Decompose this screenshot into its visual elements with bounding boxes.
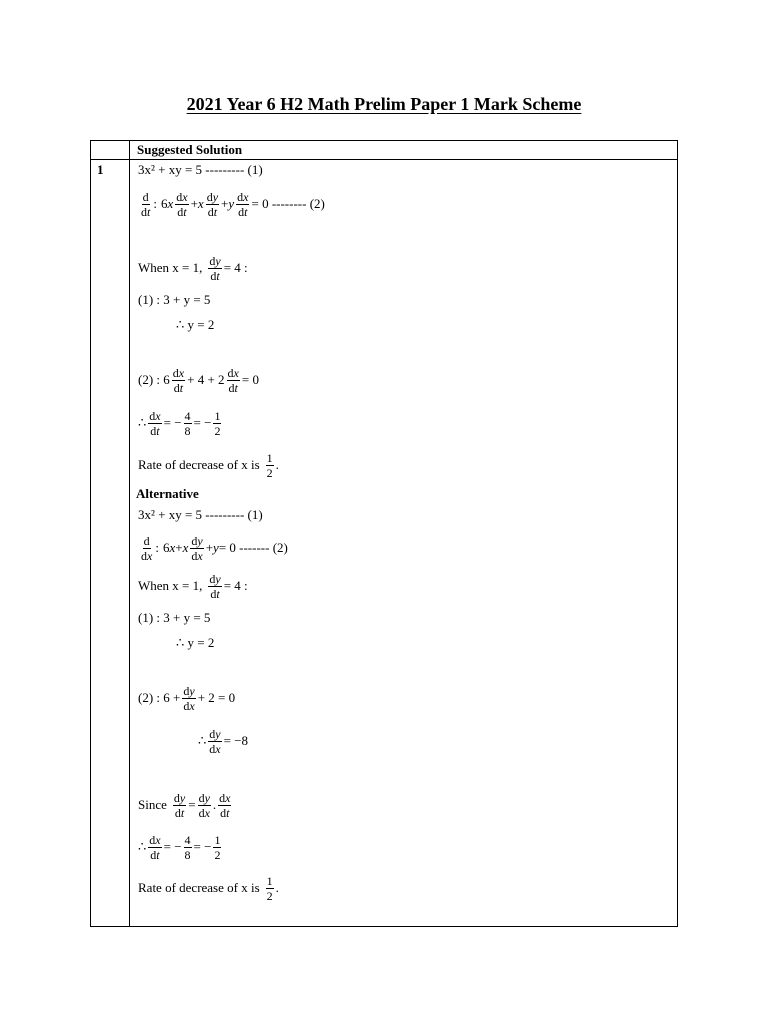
alt-rate-statement: Rate of decrease of x is $\frac{1}{2}$ . xyxy=(138,873,279,903)
equation-line-5: ∴ y = 2 xyxy=(176,317,215,332)
alt-line-7: ∴ $\frac{dy}{dx}$ = −8 xyxy=(198,726,249,756)
equation-line-4: (1) : 3 + y = 5 xyxy=(138,292,211,307)
alt-line-9: ∴ $\frac{dx}{dt}$ = − $\frac{4}{8}$ = − $\frac{1}{2}$ xyxy=(138,832,221,862)
page-title: 2021 Year 6 H2 Math Prelim Paper 1 Mark Scheme xyxy=(186,94,582,114)
alt-line-6: (2) : 6 + $\frac{dy}{dx}$ + 2 = 0 xyxy=(138,683,236,713)
equation-line-6: (2) : 6 $\frac{dx}{dt}$ + 4 + 2 $\frac{dx}{dt}$ = 0 xyxy=(138,365,259,395)
equation-line-1: 3x² + xy = 5 --------- (1) xyxy=(138,162,263,177)
alt-line-3: When x = 1, $\frac{dy}{dt}$ = 4 : xyxy=(138,571,248,601)
alt-line-5: ∴ y = 2 xyxy=(176,635,215,650)
alt-line-1: 3x² + xy = 5 --------- (1) xyxy=(138,507,263,522)
alternative-heading: Alternative xyxy=(136,486,199,501)
question-number: 1 xyxy=(97,162,104,177)
alt-line-4: (1) : 3 + y = 5 xyxy=(138,610,211,625)
equation-line-3: When x = 1, $\frac{dy}{dt}$ = 4 : xyxy=(138,253,248,283)
equation-line-7: ∴ $\frac{dx}{dt}$ = − $\frac{4}{8}$ = − $\frac{1}{2}$ xyxy=(138,408,221,438)
alt-line-8: Since $\frac{dy}{dt}$ = $\frac{dy}{dx}$ . $\frac{dx}{dt}$ xyxy=(138,790,231,820)
table-header: Suggested Solution xyxy=(137,142,243,157)
alt-line-2: $\frac{d}{dx}$ : 6 x + x $\frac{dy}{dx}$ + y = 0 ------- (2) xyxy=(141,533,288,563)
rate-statement: Rate of decrease of x is $\frac{1}{2}$ . xyxy=(138,450,279,480)
column-divider xyxy=(129,141,130,926)
equation-line-2: $\frac{d}{dt}$ : 6 x $\frac{dx}{dt}$ + x $\frac{dy}{dt}$ + y $\frac{dx}{dt}$ = 0 -------- (2) xyxy=(141,189,325,219)
